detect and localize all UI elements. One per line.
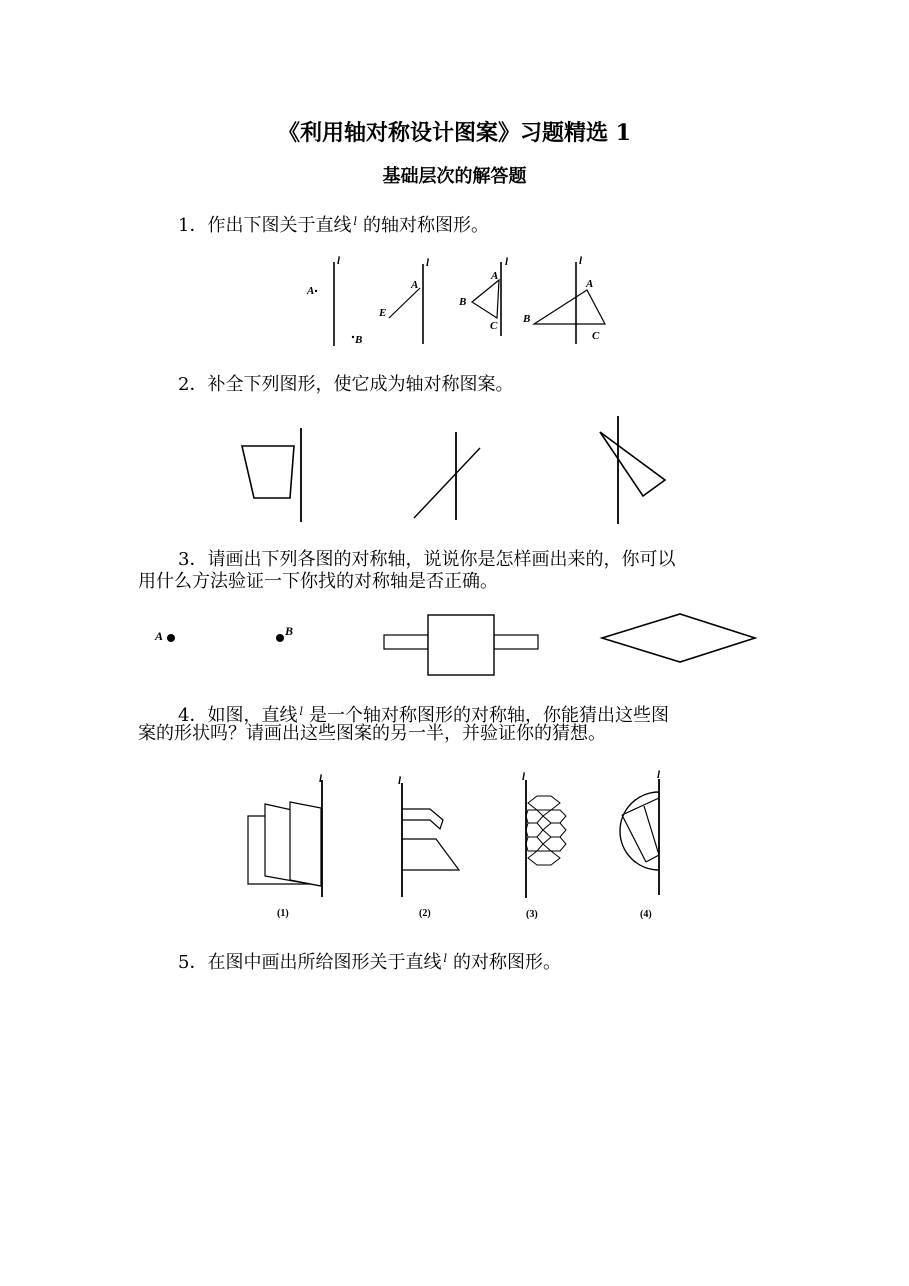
question-4-prefix: 4．如图，直线 [178, 705, 298, 726]
question-2-figure [230, 410, 690, 530]
line-l-label: l [426, 257, 430, 269]
line-l-label: l [337, 255, 341, 267]
figure-3a-point-a [154, 629, 175, 643]
line-l-label: l [522, 771, 526, 783]
caption-3: (3) [526, 909, 538, 920]
question-3-line-1: 3．请画出下列各图的对称轴，说说你是怎样画出来的，你可以 [178, 549, 676, 570]
caption-4: (4) [640, 909, 652, 920]
figure-2c-triangle [600, 416, 665, 524]
figure-1a-point-reflection [306, 255, 362, 346]
question-4-figure [240, 765, 680, 925]
line-variable: l [353, 215, 357, 228]
point-b-label: B [355, 334, 363, 346]
point-c-label: C [592, 330, 600, 342]
question-1-suffix: 的轴对称图形。 [362, 215, 489, 236]
question-5-suffix: 的对称图形。 [452, 952, 561, 973]
line-variable: l [299, 705, 303, 718]
figure-1d-triangle-reflection [522, 255, 605, 344]
point-c-label: C [490, 320, 498, 332]
question-5-text [178, 947, 561, 975]
line-l-label: l [319, 773, 323, 785]
figure-4-2-lamp [398, 775, 459, 919]
figure-4-1-books [248, 773, 323, 919]
point-a-label: A [155, 629, 164, 643]
figure-3b-point-b [276, 624, 293, 642]
figure-2b-slanted-line [414, 432, 480, 520]
figure-4-4-half-circle [620, 769, 661, 920]
point-a-label: A [307, 285, 315, 297]
line-l-label: l [579, 255, 583, 267]
point-b-label: B [523, 313, 531, 325]
question-4-line-2: 案的形状吗？请画出这些图案的另一半，并验证你的猜想。 [138, 723, 606, 744]
page-title: 《利用轴对称设计图案》习题精选 1 [278, 120, 631, 146]
figure-3d-rhombus [602, 614, 755, 662]
line-l-label: l [657, 769, 661, 781]
figure-3c-rectangle-with-bars [384, 615, 538, 675]
line-l-label: l [398, 775, 402, 787]
line-l-label: l [505, 256, 509, 268]
question-5-prefix: 5．在图中画出所给图形关于直线 [178, 952, 442, 973]
section-subtitle: 基础层次的解答题 [382, 166, 527, 187]
question-3-figure [150, 610, 760, 680]
caption-2: (2) [419, 908, 431, 919]
figure-1c-triangle-reflection [458, 256, 509, 336]
point-a-label: A [411, 279, 419, 291]
figure-2a-trapezoid [242, 428, 301, 522]
point-b-label: B [285, 624, 294, 638]
question-1-prefix: 1．作出下图关于直线 [178, 215, 352, 236]
question-1-figure [300, 250, 620, 350]
figure-4-3-hexagons [522, 771, 566, 920]
point-e-label: E [379, 307, 387, 319]
question-2-text: 2．补全下列图形，使它成为轴对称图案。 [178, 374, 514, 395]
caption-1: (1) [277, 908, 289, 919]
figure-1b-segment-reflection [378, 257, 430, 344]
question-3-line-2: 用什么方法验证一下你找的对称轴是否正确。 [138, 571, 498, 592]
question-1-text [178, 210, 489, 238]
question-4-suffix: 是一个轴对称图形的对称轴，你能猜出这些图 [308, 705, 669, 726]
line-variable: l [443, 952, 447, 965]
point-a-label: A [586, 278, 594, 290]
point-a-label: A [491, 270, 499, 282]
point-b-label: B [459, 296, 467, 308]
